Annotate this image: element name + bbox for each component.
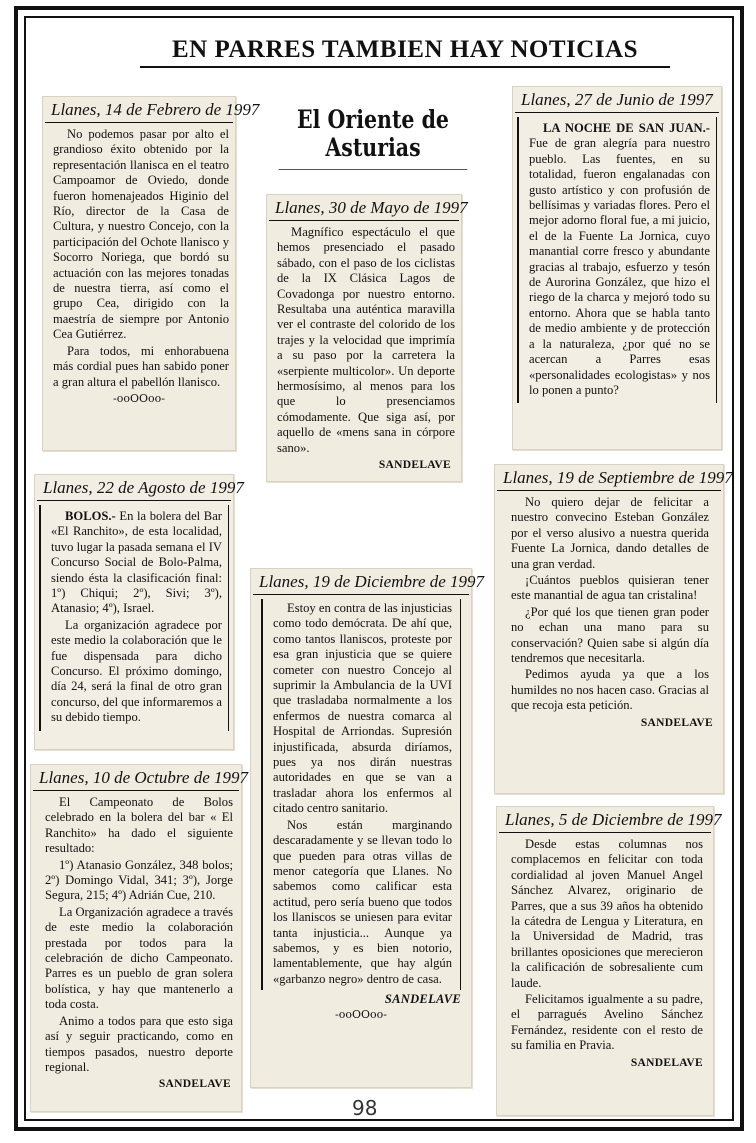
- clipping-date: Llanes, 5 de Diciembre de 1997: [499, 807, 711, 833]
- clipping-paragraph: Animo a todos para que esto siga así y seguir practicando, como en tiempos pasados, nuestro deporte regional.: [45, 1013, 233, 1074]
- clipping-19-septiembre: [494, 464, 733, 794]
- lead-heading: LA NOCHE DE SAN JUAN.-: [543, 121, 710, 135]
- clipping-5-diciembre: [496, 806, 722, 1116]
- clipping-text: En la bolera del Bar «El Ranchito», de esta localidad, tuvo lugar la pasada semana el IV Concurso Social de Bolo-Palma, siendo ésta la clasificación final: 1º) Chiqui; 2º), Sivi; 3º), Atanasio; 4º), Israel.: [51, 509, 222, 616]
- clipping-body: [43, 127, 235, 390]
- clipping-30-mayo: [266, 194, 468, 482]
- end-mark: -ooOOoo-: [335, 1008, 387, 1022]
- newspaper-masthead: El Oriente de Asturias: [279, 106, 468, 170]
- clipping-date: Llanes, 10 de Octubre de 1997: [33, 765, 239, 791]
- clipping-date: Llanes, 14 de Febrero de 1997: [45, 97, 233, 123]
- clipping-paragraph: No quiero dejar de felicitar a nuestro convecino Esteban González por el verso alusivo a nuestra querida Fuente La Jornica, dando detalles de una gran verdad.: [511, 495, 709, 571]
- clipping-paragraph: [529, 121, 710, 398]
- clipping-paragraph: Nos están marginando descaradamente y se llevan todo lo que pueden para otras villas de menor categoría que Llanes. No sabemos como calificar esta actitud, pero sería bueno que todos los llaniscos se uniesen para evitar tanta injusticia... Aunque ya sabemos, y es bien notorio, lamentablemente, que hay algún «garbanzo negro» dentro de casa.: [273, 817, 452, 986]
- page-number: 98: [352, 1096, 378, 1120]
- end-mark: -ooOOoo-: [113, 391, 165, 405]
- clipping-22-agosto: [34, 474, 244, 750]
- signature: SANDELAVE: [630, 1056, 703, 1069]
- clipping-paragraph: Desde estas columnas nos complacemos en felicitar con toda cordialidad al joven Manuel Angel Sánchez Alvarez, originario de Parres, que a sus 39 años ha obtenido la cátedra de Lengua y Literatura, en la Universidad de Madrid, tras brillantes oposiciones que merecieron la calificación de sobresaliente cum laude.: [511, 837, 703, 990]
- clipping-date: Llanes, 19 de Diciembre de 1997: [253, 569, 469, 595]
- clipping-paragraph: Para todos, mi enhorabuena más cordial pues han sabido poner a gran altura el pabellón llanisco.: [53, 343, 229, 389]
- clipping-paragraph: 1º) Atanasio González, 348 bolos; 2º) Domingo Vidal, 341; 3º), Jorge Segura, 215; 4º) Adrián Cue, 210.: [45, 857, 233, 903]
- clipping-body: [495, 495, 723, 714]
- clipping-paragraph: [51, 509, 222, 617]
- lead-heading: BOLOS.-: [65, 509, 116, 523]
- clipping-14-febrero: [42, 96, 260, 451]
- clipping-body: [497, 837, 713, 1054]
- clipping-paragraph: ¿Por qué los que tienen gran poder no echan una mano para su conservación? Quien sabe si algún día tendremos que necesitarla.: [511, 604, 709, 666]
- clipping-27-junio: [512, 86, 722, 450]
- clipping-paragraph: La organización agradece por este medio la colaboración que le fue dispensada para dicho Concurso. El próximo domingo, día 24, será la final de otro gran concurso, del que informaremos a su debido tiempo.: [51, 617, 223, 725]
- clipping-paragraph: El Campeonato de Bolos celebrado en la bolera del bar « El Ranchito» ha dado el siguiente resultado:: [45, 795, 233, 856]
- clipping-paragraph: Pedimos ayuda ya que a los humildes no nos hacen caso. Gracias al que recoja esta petición.: [511, 667, 709, 713]
- clipping-body: [517, 117, 717, 403]
- clipping-paragraph: La Organización agradece a través de este medio la colaboración prestada por todos para la celebración de dicho Campeonato. Parres es un pueblo de gran solera bolística, y hay que mantenerlo a toda costa.: [45, 904, 233, 1012]
- clipping-paragraph: Estoy en contra de las injusticias como todo demócrata. De ahí que, como tantos llaniscos, proteste por esa gran injusticia que se quiere cometer con nuestro Concejo al suprimir la Ambulancia de la UVI que trasladaba normalmente a los enfermos de nuestra comarca al Hospital de Arriondas. Supresión injustificada, absurda diríamos, pues ya nos dirán nuestras autoridades en que se van a trasladar ahora los enfermos al citado centro sanitario.: [273, 601, 452, 816]
- signature: SANDELAVE: [158, 1078, 231, 1091]
- page-title: EN PARRES TAMBIEN HAY NOTICIAS: [140, 36, 670, 68]
- clipping-10-octubre: [30, 764, 249, 1112]
- clipping-date: Llanes, 19 de Septiembre de 1997: [497, 465, 721, 491]
- clipping-body: [31, 795, 241, 1075]
- clipping-paragraph: No podemos pasar por alto el grandioso éxito obtenido por la representación llanisca en el teatro Campoamor de Oviedo, donde fueron homenajeados Higinio del Río, director de la Casa de Cultura, y nuestro Concejo, con la participación del Ochote llanisco y Socorro Noriega, que bordó su actuación con las mejores tonadas de nuestra tierra, así como el grupo Cea, dirigido con la maestría de siempre por Antonio Cea Gutiérrez.: [53, 127, 229, 342]
- clipping-paragraph: Felicitamos igualmente a su padre, el parragués Avelino Sánchez Fernández, residente con el resto de su familia en Pravia.: [511, 992, 703, 1053]
- signature: SANDELAVE: [640, 716, 713, 729]
- clipping-body: [261, 599, 461, 990]
- clipping-paragraph: Magnífico espectáculo el que hemos presenciado el pasado sábado, con el paso de los ciclistas de la IX Clásica Lagos de Covadonga por nuestro entorno. Resultaba una auténtica maravilla ver el contraste del colorido de los trajes y la velocidad que imprimía a su paso por la carretera la «serpiente multicolor». Un deporte hermosísimo, al menos para los que lo presenciamos cómodamente. Que siga así, por aquello de «mens sana in córpore sano».: [277, 225, 455, 455]
- clipping-body: [39, 505, 229, 731]
- clipping-date: Llanes, 30 de Mayo de 1997: [269, 195, 459, 221]
- signature: SANDELAVE: [384, 992, 461, 1007]
- clipping-text: Fue de gran alegría para nuestro pueblo. Las fuentes, en su totalidad, fueron engalanadas con gusto artístico y con profusión de bellísimas y variadas flores. Pero el mejor adorno floral fue, a mi juicio, el de la Fuente La Jornica, cuyo manantial corre fresco y abundante gracias al trabajo, esfuerzo y tesón de Aurorina González, que hizo el riego de la charca y mejoró todo su entorno. Ahora que se habla tanto de medio ambiente y de protección a la naturaleza, ¿por qué no se acercan a Parres esas «personalidades ecologistas» y nos lo ponen a punto?: [529, 136, 710, 397]
- clipping-date: Llanes, 27 de Junio de 1997: [515, 87, 719, 113]
- clipping-body: [267, 225, 461, 456]
- signature: SANDELAVE: [378, 459, 451, 472]
- clipping-19-diciembre: [250, 568, 485, 1088]
- clipping-date: Llanes, 22 de Agosto de 1997: [37, 475, 231, 501]
- clipping-paragraph: ¡Cuántos pueblos quisieran tener este manantial de agua tan cristalina!: [511, 573, 709, 603]
